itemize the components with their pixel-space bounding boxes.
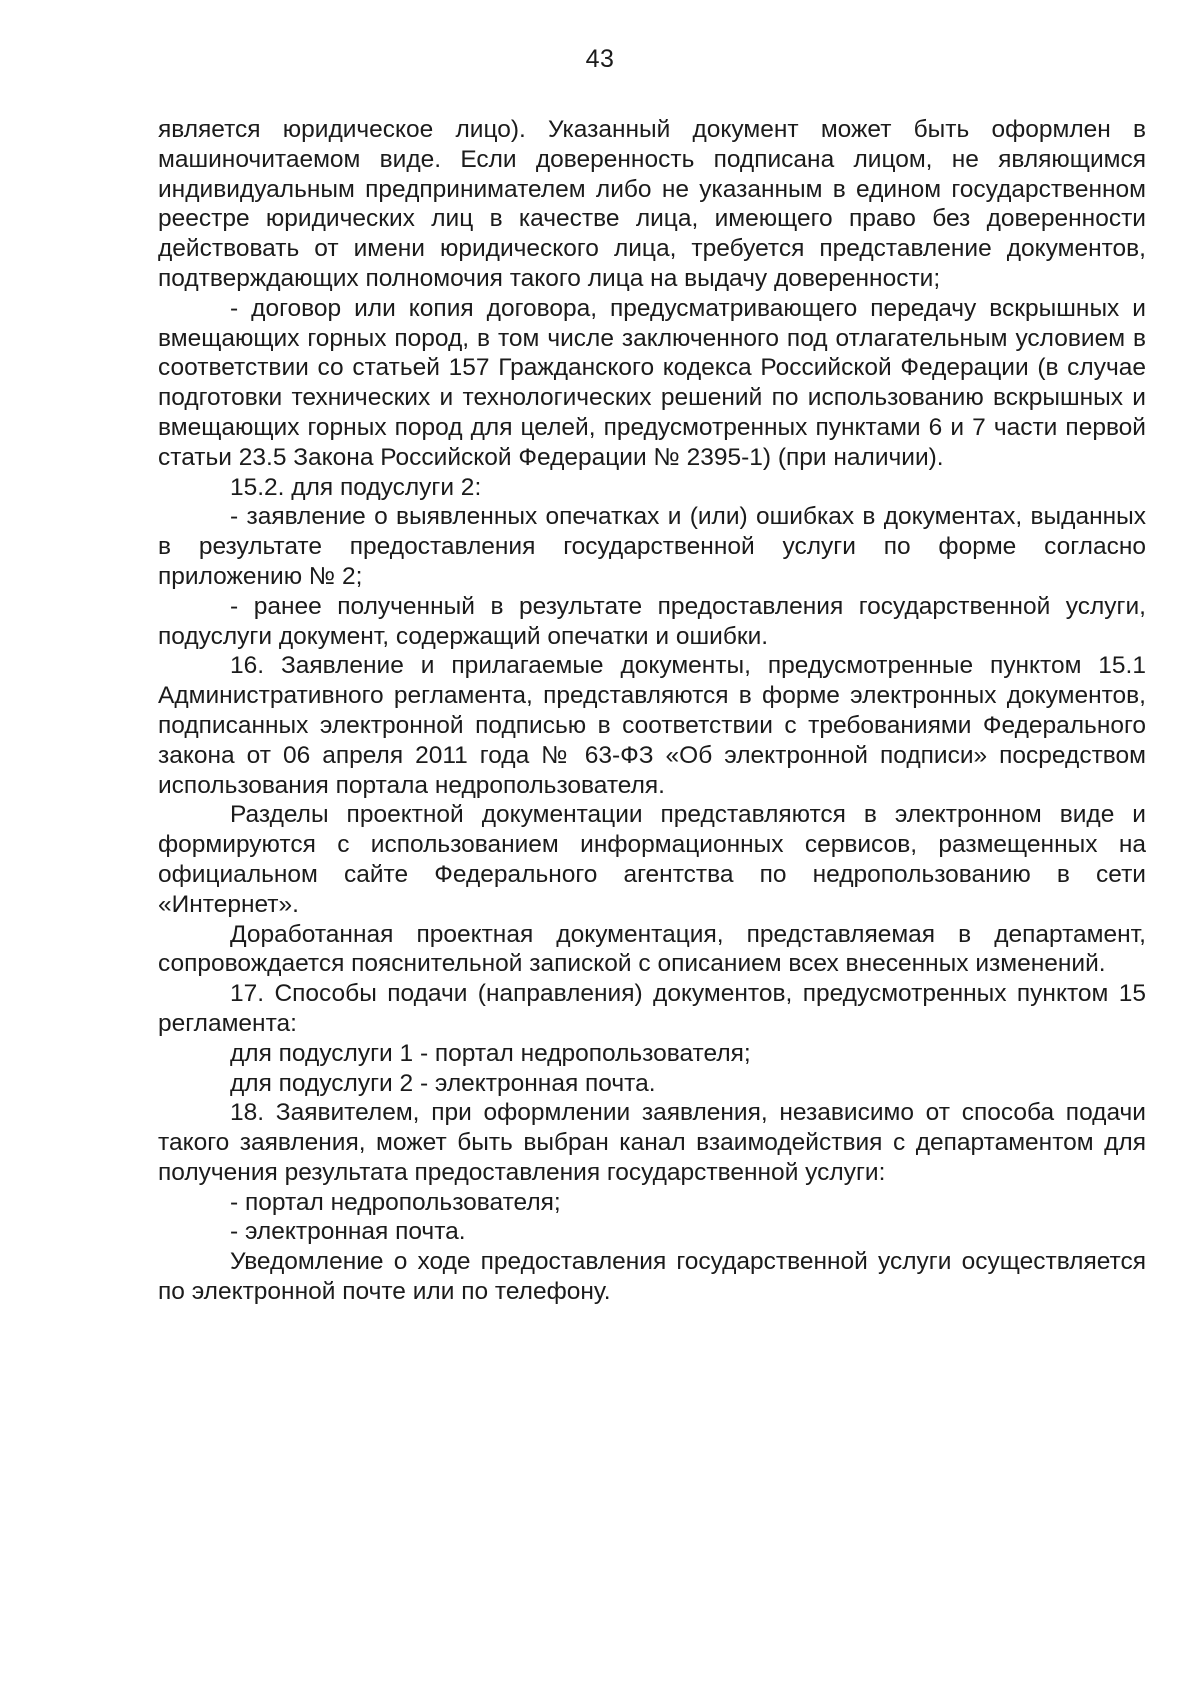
paragraph: - заявление о выявленных опечатках и (или) ошибках в документах, выданных в результате предоставления государственной услуги по форме согласно приложению № 2; <box>158 503 1146 590</box>
page-number: 43 <box>585 45 615 73</box>
paragraph: Доработанная проектная документация, представляемая в департамент, сопровождается пояснительной запиской с описанием всех внесенных изменений. <box>158 920 1146 978</box>
paragraph: - портал недропользователя; <box>230 1188 561 1216</box>
paragraph: Уведомление о ходе предоставления государственной услуги осуществляется по электронной почте или по телефону. <box>158 1248 1146 1306</box>
paragraph: для подуслуги 2 - электронная почта. <box>230 1069 656 1097</box>
paragraph: 18. Заявителем, при оформлении заявления, независимо от способа подачи такого заявления, может быть выбран канал взаимодействия с департаментом для получения результата предоставления государственной услуги: <box>158 1099 1146 1186</box>
paragraph: является юридическое лицо). Указанный документ может быть оформлен в машиночитаемом виде. Если доверенность подписана лицом, не являющимся индивидуальным предпринимателем либо не указанным в едином государственном реестре юридических лиц в качестве лица, имеющего право без доверенности действовать от имени юридического лица, требуется представление документов, подтверждающих полномочия такого лица на выдачу доверенности; <box>158 116 1146 292</box>
paragraph: 17. Способы подачи (направления) документов, предусмотренных пунктом 15 регламента: <box>158 980 1146 1037</box>
paragraph: для подуслуги 1 - портал недропользователя; <box>230 1039 751 1067</box>
paragraph: - договор или копия договора, предусматривающего передачу вскрышных и вмещающих горных пород, в том числе заключенного под отлагательным условием в соответствии со статьей 157 Гражданского кодекса Российской Федерации (в случае подготовки технических и технологических решений по использованию вскрышных и вмещающих горных пород для целей, предусмотренных пунктами 6 и 7 части первой статьи 23.5 Закона Российской Федерации № 2395-1) (при наличии). <box>158 294 1146 471</box>
paragraph: 16. Заявление и прилагаемые документы, предусмотренные пунктом 15.1 Административного регламента, представляются в форме электронных документов, подписанных электронной подписью в соответствии с требованиями Федерального закона от 06 апреля 2011 года № 63-ФЗ «Об электронной подписи» посредством использования портала недропользователя. <box>158 652 1146 799</box>
paragraph: - ранее полученный в результате предоставления государственной услуги, подуслуги документ, содержащий опечатки и ошибки. <box>158 592 1146 650</box>
paragraph: 15.2. для подуслуги 2: <box>230 473 482 501</box>
document-body <box>158 115 1146 1307</box>
paragraph: - электронная почта. <box>230 1218 466 1246</box>
paragraph: Разделы проектной документации представляются в электронном виде и формируются с использованием информационных сервисов, размещенных на официальном сайте Федерального агентства по недропользованию в сети «Интернет». <box>158 801 1146 918</box>
